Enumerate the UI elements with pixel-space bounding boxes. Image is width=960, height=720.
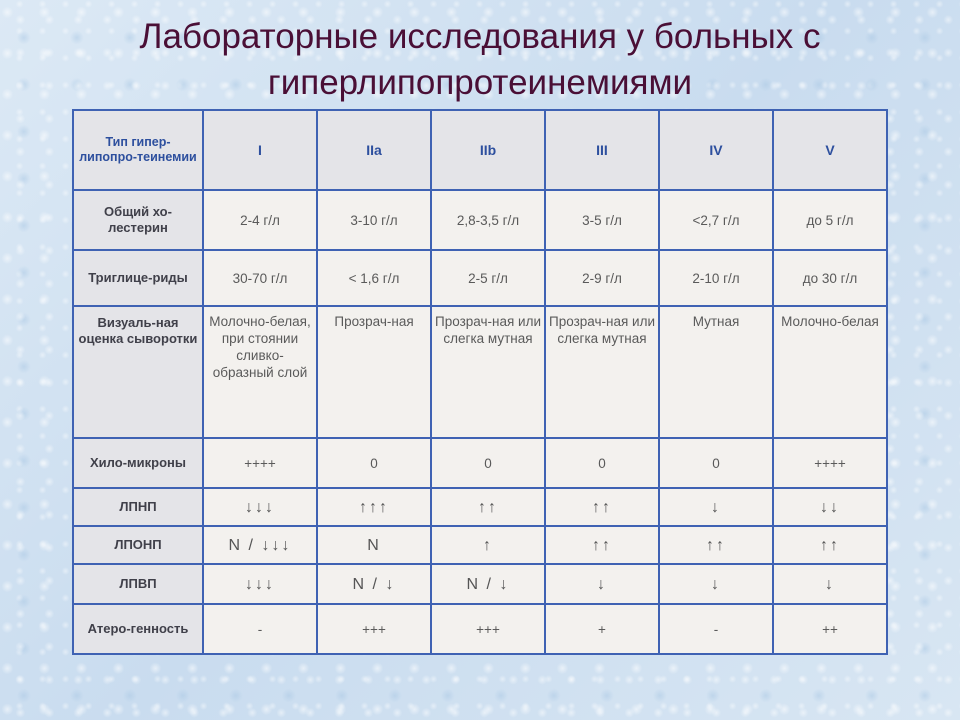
lab-table xyxy=(72,109,888,655)
table-cell: N xyxy=(317,526,431,564)
table-cell: ↓ xyxy=(773,564,887,604)
col-header-6: V xyxy=(773,110,887,190)
table-row xyxy=(73,604,887,654)
table-cell: Прозрач-ная или слегка мутная xyxy=(431,306,545,438)
table-cell: ++++ xyxy=(773,438,887,488)
table-cell: ↓ xyxy=(659,564,773,604)
table-cell: ↑↑ xyxy=(545,488,659,526)
table-cell: до 30 г/л xyxy=(773,250,887,306)
table-row xyxy=(73,250,887,306)
table-cell: +++ xyxy=(317,604,431,654)
table-cell: ↓↓ xyxy=(773,488,887,526)
table-row xyxy=(73,488,887,526)
col-header-1: I xyxy=(203,110,317,190)
table-cell: 2,8-3,5 г/л xyxy=(431,190,545,250)
table-cell: +++ xyxy=(431,604,545,654)
corner-header: Тип гипер-липопро-теинемии xyxy=(73,110,203,190)
col-header-2: IIa xyxy=(317,110,431,190)
table-cell: < 1,6 г/л xyxy=(317,250,431,306)
table-cell: + xyxy=(545,604,659,654)
row-label: Атеро-генность xyxy=(73,604,203,654)
table-cell: до 5 г/л xyxy=(773,190,887,250)
table-row xyxy=(73,190,887,250)
table-cell: 2-9 г/л xyxy=(545,250,659,306)
table-cell: - xyxy=(203,604,317,654)
row-label: Общий хо-лестерин xyxy=(73,190,203,250)
row-label: ЛПНП xyxy=(73,488,203,526)
title-line-1: Лабораторные исследования у больных с xyxy=(139,17,821,56)
table-cell: ↑↑ xyxy=(659,526,773,564)
row-label: Визуаль-ная оценка сыворотки xyxy=(73,306,203,438)
table-cell: 0 xyxy=(317,438,431,488)
table-cell: ++ xyxy=(773,604,887,654)
table-cell: - xyxy=(659,604,773,654)
row-label: Хило-микроны xyxy=(73,438,203,488)
table-cell: ++++ xyxy=(203,438,317,488)
table-cell: Молочно-белая, при стоянии сливко-образный слой xyxy=(203,306,317,438)
table-cell: ↑ xyxy=(431,526,545,564)
table-cell: ↑↑↑ xyxy=(317,488,431,526)
col-header-5: IV xyxy=(659,110,773,190)
table-cell: ↓↓↓ xyxy=(203,488,317,526)
col-header-4: III xyxy=(545,110,659,190)
table-cell: ↑↑ xyxy=(431,488,545,526)
table-cell: <2,7 г/л xyxy=(659,190,773,250)
header-row xyxy=(73,110,887,190)
row-label: ЛПОНП xyxy=(73,526,203,564)
table-cell: ↑↑ xyxy=(773,526,887,564)
table-cell: N / ↓↓↓ xyxy=(203,526,317,564)
col-header-3: IIb xyxy=(431,110,545,190)
table-cell: 2-4 г/л xyxy=(203,190,317,250)
table-cell: 0 xyxy=(545,438,659,488)
hyperlipoproteinemia-table xyxy=(72,109,886,653)
table-cell: ↓↓↓ xyxy=(203,564,317,604)
table-cell: 0 xyxy=(659,438,773,488)
title-line-2: гиперлипопротеинемиями xyxy=(267,63,693,102)
table-cell: 3-5 г/л xyxy=(545,190,659,250)
table-cell: Мутная xyxy=(659,306,773,438)
table-row xyxy=(73,564,887,604)
table-cell: Прозрач-ная или слегка мутная xyxy=(545,306,659,438)
table-cell: 3-10 г/л xyxy=(317,190,431,250)
table-cell: Прозрач-ная xyxy=(317,306,431,438)
table-cell: ↓ xyxy=(545,564,659,604)
table-cell: 2-5 г/л xyxy=(431,250,545,306)
table-cell: N / ↓ xyxy=(317,564,431,604)
row-label: Триглице-риды xyxy=(73,250,203,306)
table-row xyxy=(73,438,887,488)
table-cell: 30-70 г/л xyxy=(203,250,317,306)
row-label: ЛПВП xyxy=(73,564,203,604)
table-cell: ↑↑ xyxy=(545,526,659,564)
table-row xyxy=(73,526,887,564)
table-cell: N / ↓ xyxy=(431,564,545,604)
table-cell: ↓ xyxy=(659,488,773,526)
table-row xyxy=(73,306,887,438)
table-cell: 0 xyxy=(431,438,545,488)
table-cell: Молочно-белая xyxy=(773,306,887,438)
table-cell: 2-10 г/л xyxy=(659,250,773,306)
slide-title xyxy=(0,14,960,106)
